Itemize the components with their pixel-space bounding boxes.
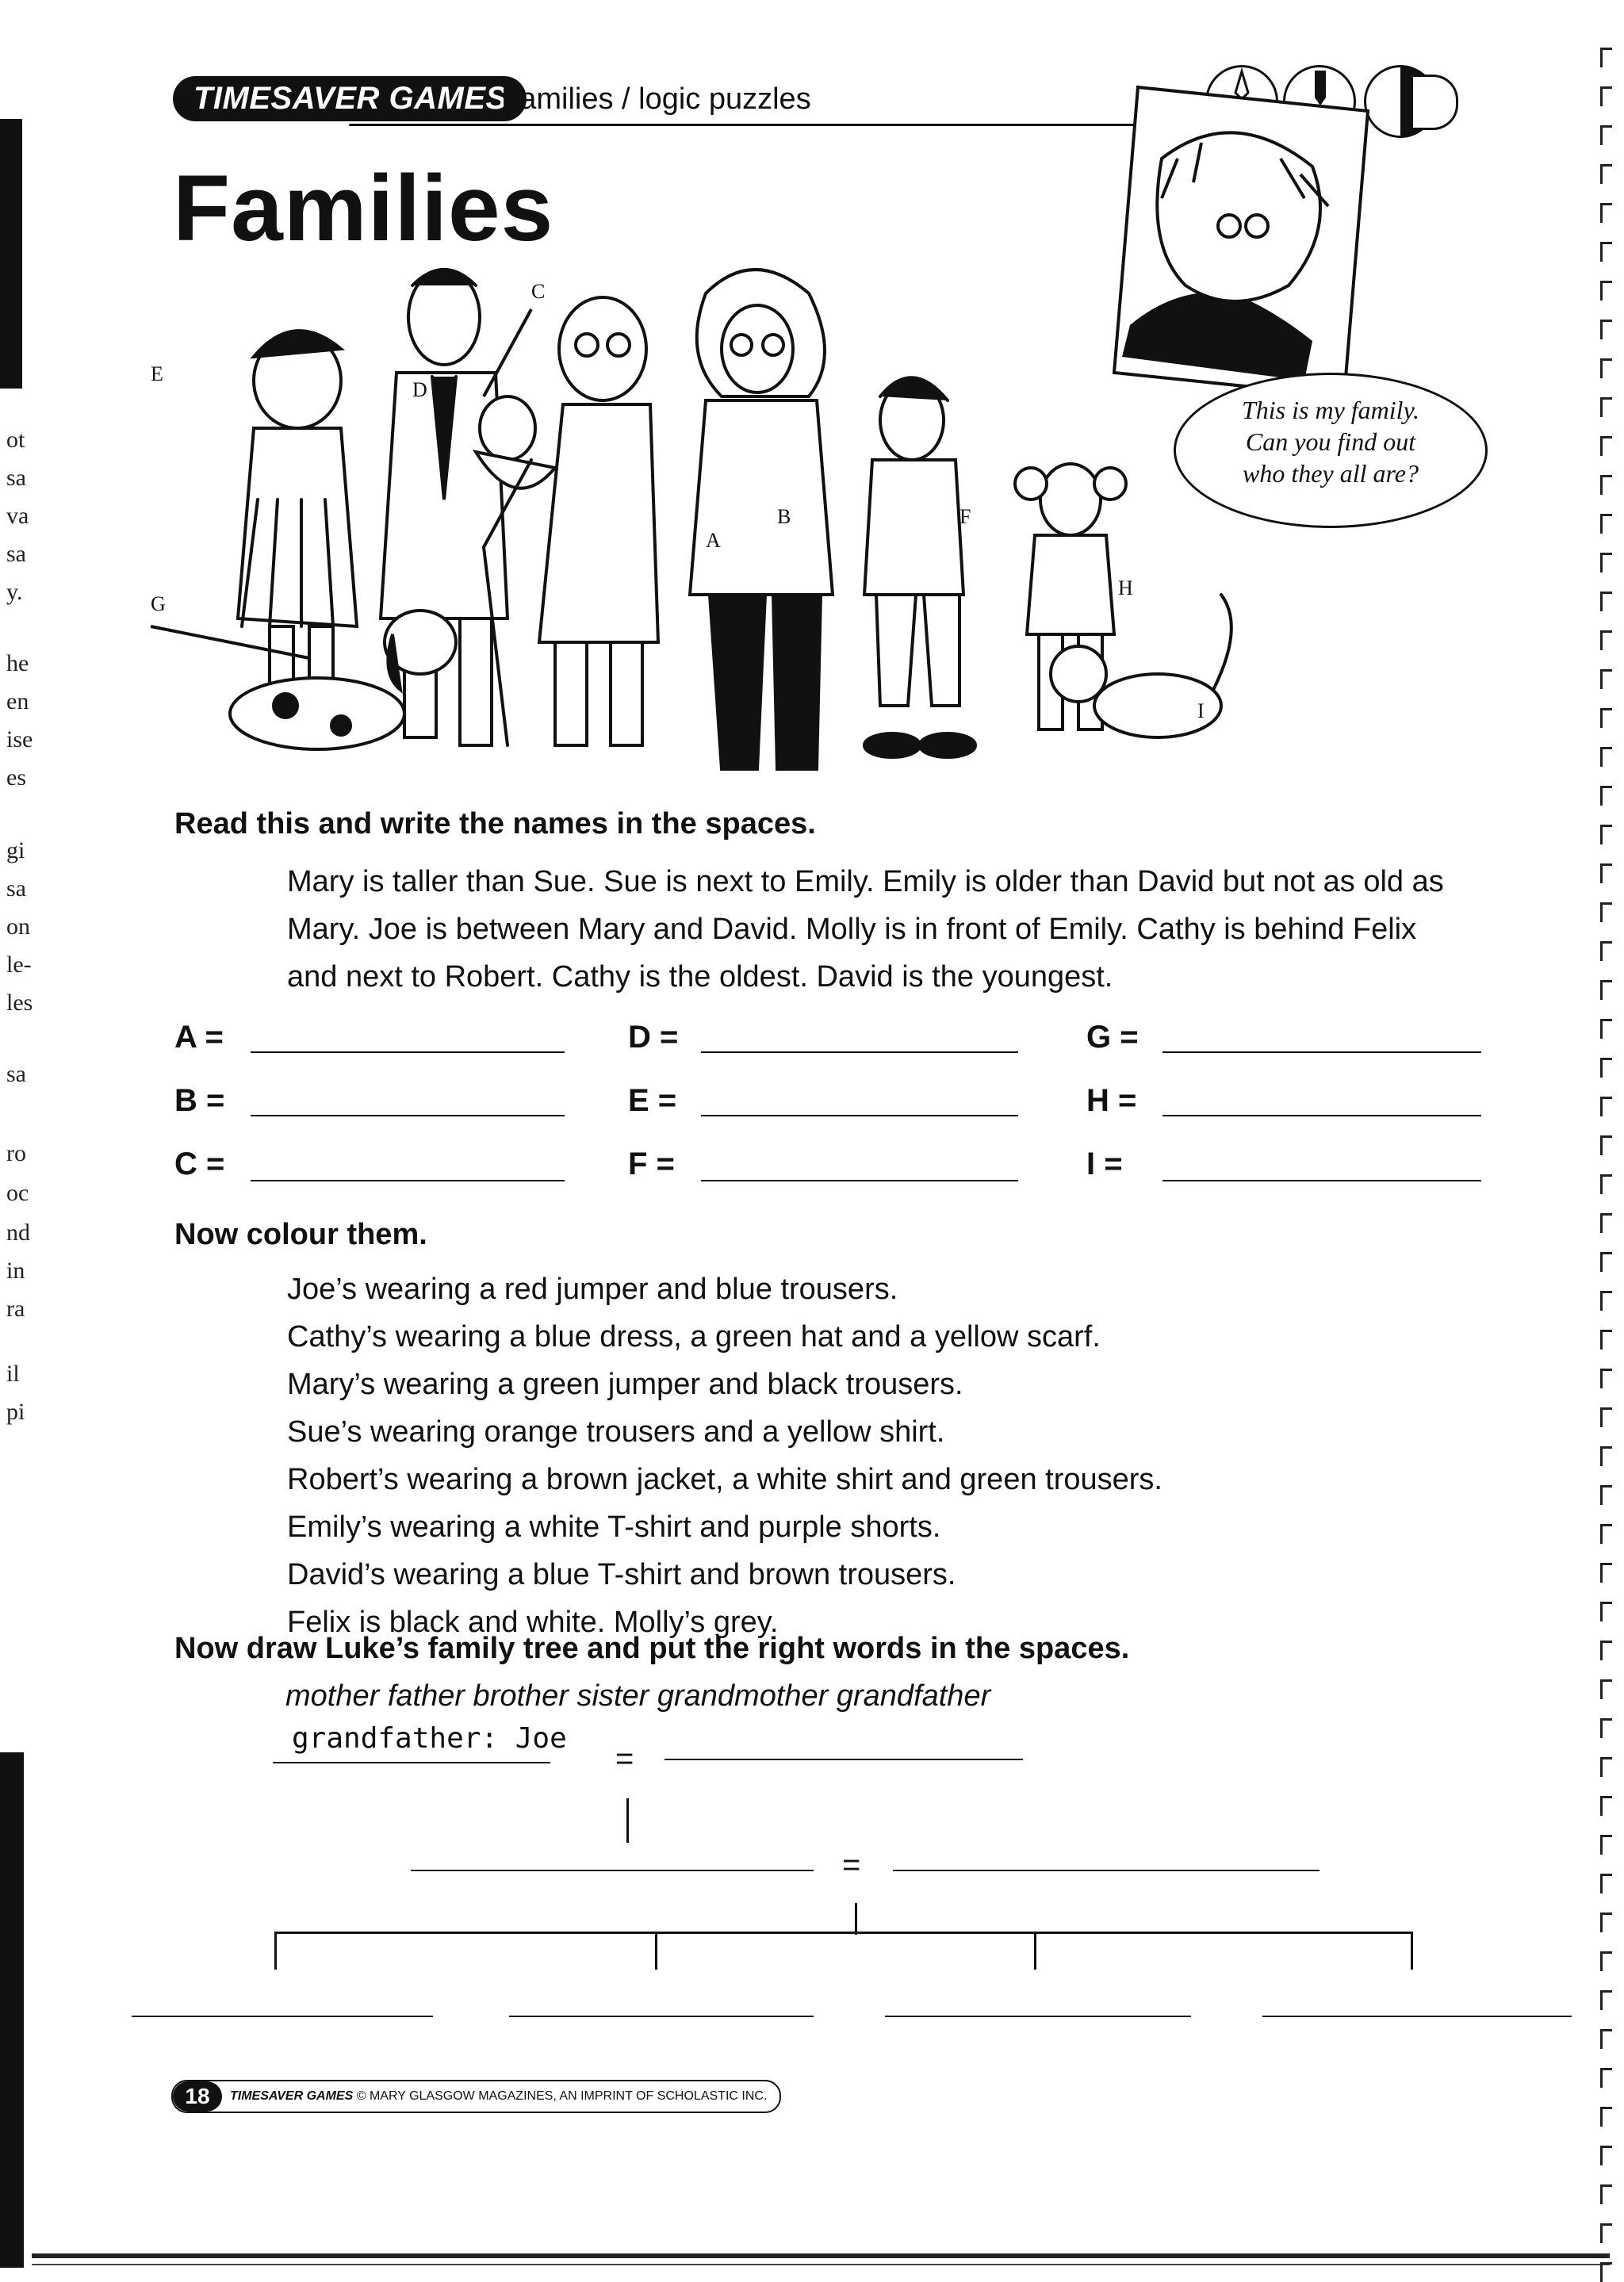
figure-father — [381, 270, 555, 745]
answer-label-b: B = — [174, 1083, 225, 1118]
label-a: A — [706, 529, 721, 552]
answer-label-f: F = — [628, 1147, 675, 1181]
scan-bottom-rule — [32, 2253, 1610, 2258]
binding-mark — [1600, 630, 1612, 650]
answer-line-i[interactable] — [1162, 1180, 1481, 1181]
binding-mark — [1600, 1679, 1612, 1699]
margin-fragment: gi — [6, 837, 25, 863]
footer-brand: TIMESAVER GAMES — [230, 2089, 354, 2103]
binding-mark — [1600, 1951, 1612, 1971]
margin-fragment: va — [6, 503, 29, 529]
binding-mark — [1600, 1874, 1612, 1893]
answer-label-i: I = — [1086, 1147, 1123, 1181]
binding-mark — [1600, 203, 1612, 223]
margin-fragment: in — [6, 1258, 25, 1284]
margin-fragment: he — [6, 650, 29, 676]
margin-fragment: y. — [6, 579, 23, 605]
answer-line-g[interactable] — [1162, 1051, 1481, 1053]
margin-fragment: on — [6, 913, 30, 940]
binding-mark — [1600, 1990, 1612, 2010]
page-number: 18 — [173, 2081, 222, 2112]
binding-mark — [1600, 747, 1612, 767]
binding-mark — [1600, 1407, 1612, 1427]
binding-mark — [1600, 2107, 1612, 2127]
answer-line-a[interactable] — [251, 1051, 565, 1053]
colour-line: Emily’s wearing a white T-shirt and purple shorts. — [287, 1510, 941, 1544]
binding-mark — [1600, 1757, 1612, 1777]
answer-label-c: C = — [174, 1147, 225, 1181]
binding-mark — [1600, 708, 1612, 728]
margin-fragment: ra — [6, 1296, 25, 1322]
binding-mark — [1600, 86, 1612, 106]
margin-fragment: ise — [6, 726, 33, 752]
colour-line: Joe’s wearing a red jumper and blue trousers. — [287, 1273, 898, 1306]
answer-label-g: G = — [1086, 1020, 1139, 1055]
label-e: E — [151, 362, 163, 385]
binding-mark — [1600, 2184, 1612, 2204]
binding-mark — [1600, 1913, 1612, 1932]
binding-mark — [1600, 436, 1612, 456]
answer-label-a: A = — [174, 1020, 224, 1055]
binding-mark — [1600, 1563, 1612, 1583]
margin-fragment: es — [6, 764, 26, 791]
tree-drop — [1411, 1932, 1413, 1970]
timer-tab-icon — [1413, 75, 1458, 130]
margin-fragment: en — [6, 688, 29, 714]
binding-mark — [1600, 902, 1612, 922]
label-g: G — [151, 592, 166, 615]
tree-line-mother[interactable] — [893, 1870, 1320, 1871]
binding-mark — [1600, 1602, 1612, 1622]
clue-line: Mary. Joe is between Mary and David. Molly is in front of Emily. Cathy is behind Felix — [287, 913, 1417, 946]
colour-instructions — [287, 1265, 1162, 1646]
figure-boy — [864, 377, 975, 757]
binding-mark — [1600, 592, 1612, 611]
binding-mark — [1600, 553, 1612, 572]
section-heading-family-tree: Now draw Luke’s family tree and put the right words in the spaces. — [174, 1632, 1130, 1665]
tree-line-child-1[interactable] — [132, 2016, 433, 2017]
binding-mark — [1600, 941, 1612, 961]
family-illustration — [151, 262, 1308, 793]
margin-fragment: sa — [6, 465, 26, 491]
footer-copyright: © MARY GLASGOW MAGAZINES, AN IMPRINT OF SCHOLASTIC INC. — [356, 2089, 768, 2103]
scan-bottom-rule-thin — [32, 2264, 1610, 2265]
binding-mark — [1600, 863, 1612, 883]
answer-line-b[interactable] — [251, 1115, 565, 1116]
page-title: Families — [173, 156, 554, 261]
binding-mark — [1600, 2068, 1612, 2088]
bubble-line-2: Can you find out — [1245, 427, 1416, 456]
colour-line: Cathy’s wearing a blue dress, a green hat and a yellow scarf. — [287, 1320, 1101, 1354]
colour-line: Mary’s wearing a green jumper and black trousers. — [287, 1368, 963, 1401]
tree-line-child-3[interactable] — [885, 2016, 1191, 2017]
tree-line-child-4[interactable] — [1262, 2016, 1572, 2017]
margin-fragment: ro — [6, 1140, 26, 1166]
binding-mark — [1600, 1174, 1612, 1194]
tree-connector — [626, 1798, 629, 1843]
series-badge: TIMESAVER GAMES — [173, 76, 527, 121]
colour-line: David’s wearing a blue T-shirt and brown trousers. — [287, 1558, 956, 1591]
tree-line-child-2[interactable] — [509, 2016, 814, 2017]
binding-mark — [1600, 1796, 1612, 1816]
tree-equals-1: = — [615, 1741, 634, 1776]
answer-line-h[interactable] — [1162, 1115, 1481, 1116]
label-i: I — [1197, 699, 1205, 722]
answer-line-e[interactable] — [701, 1115, 1018, 1116]
bubble-line-1: This is my family. — [1241, 396, 1419, 424]
header-rule — [349, 124, 1158, 126]
binding-mark — [1600, 2262, 1612, 2282]
tree-connector — [855, 1903, 857, 1935]
binding-mark — [1600, 1252, 1612, 1272]
binding-mark — [1600, 980, 1612, 1000]
binding-mark — [1600, 1213, 1612, 1233]
margin-fragment: pi — [6, 1399, 25, 1425]
margin-fragment: il — [6, 1361, 20, 1387]
label-f: F — [959, 505, 971, 528]
binding-mark — [1600, 1446, 1612, 1466]
tree-equals-2: = — [842, 1847, 861, 1882]
margin-fragment: oc — [6, 1180, 29, 1206]
margin-fragment: nd — [6, 1219, 30, 1246]
tree-drop — [274, 1932, 277, 1970]
binding-marks-right — [1600, 48, 1614, 2236]
binding-mark — [1600, 825, 1612, 844]
binding-mark — [1600, 1718, 1612, 1738]
footer — [171, 2080, 781, 2113]
binding-mark — [1600, 1058, 1612, 1078]
binding-mark — [1600, 125, 1612, 145]
answer-label-h: H = — [1086, 1083, 1137, 1118]
binding-mark — [1600, 669, 1612, 689]
figure-grandmother — [238, 331, 357, 729]
footer-text — [230, 2081, 767, 2112]
binding-mark — [1600, 164, 1612, 184]
answer-label-d: D = — [628, 1020, 679, 1055]
binding-mark — [1600, 1835, 1612, 1855]
binding-mark — [1600, 281, 1612, 301]
binding-mark — [1600, 1369, 1612, 1388]
answer-line-c[interactable] — [251, 1180, 565, 1181]
scan-edge-left-bottom — [0, 1752, 24, 2268]
binding-mark — [1600, 1330, 1612, 1350]
margin-fragment: sa — [6, 541, 26, 567]
tree-sibling-bar — [274, 1932, 1413, 1934]
binding-mark — [1600, 1641, 1612, 1660]
figure-grandfather — [484, 297, 658, 745]
tree-drop — [655, 1932, 657, 1970]
binding-mark — [1600, 2223, 1612, 2243]
label-h: H — [1118, 576, 1133, 599]
answer-line-f[interactable] — [701, 1180, 1018, 1181]
margin-fragment: le- — [6, 951, 32, 978]
binding-mark — [1600, 1291, 1612, 1311]
clue-line: and next to Robert. Cathy is the oldest. David is the youngest. — [287, 960, 1113, 994]
margin-fragment: sa — [6, 1061, 26, 1087]
binding-mark — [1600, 1135, 1612, 1155]
word-bank: mother father brother sister grandmother grandfather — [285, 1679, 991, 1713]
binding-mark — [1600, 1524, 1612, 1544]
margin-fragment: les — [6, 990, 33, 1016]
answer-line-d[interactable] — [701, 1051, 1018, 1053]
binding-mark — [1600, 48, 1612, 67]
figure-mother — [690, 270, 833, 769]
binding-mark — [1600, 320, 1612, 339]
binding-mark — [1600, 1485, 1612, 1505]
answer-label-e: E = — [628, 1083, 677, 1118]
binding-mark — [1600, 2029, 1612, 2049]
binding-mark — [1600, 1019, 1612, 1039]
colour-line: Robert’s wearing a brown jacket, a white shirt and green trousers. — [287, 1463, 1162, 1496]
binding-mark — [1600, 475, 1612, 495]
tree-line-father[interactable] — [411, 1870, 814, 1871]
label-c: C — [531, 280, 546, 303]
example-answer: grandfather: Joe — [292, 1722, 567, 1755]
colour-line: Felix is black and white. Molly’s grey. — [287, 1606, 779, 1639]
header-subtitle: Families / logic puzzles — [501, 82, 811, 116]
binding-mark — [1600, 2146, 1612, 2165]
clue-line: Mary is taller than Sue. Sue is next to Emily. Emily is older than David but not as old as — [287, 865, 1444, 898]
section-heading-colour: Now colour them. — [174, 1218, 427, 1251]
tree-drop — [1034, 1932, 1036, 1970]
binding-mark — [1600, 397, 1612, 417]
section-heading-read: Read this and write the names in the spaces. — [174, 807, 816, 840]
scan-edge-left — [0, 119, 22, 389]
puzzle-clues — [287, 858, 1508, 1001]
binding-mark — [1600, 1097, 1612, 1116]
binding-mark — [1600, 242, 1612, 262]
binding-mark — [1600, 358, 1612, 378]
label-b: B — [777, 505, 791, 528]
binding-mark — [1600, 514, 1612, 534]
label-d: D — [412, 378, 427, 401]
margin-fragment: ot — [6, 427, 25, 453]
colour-line: Sue’s wearing orange trousers and a yellow shirt. — [287, 1415, 945, 1449]
tree-line-grandmother[interactable] — [665, 1759, 1023, 1760]
margin-fragment: sa — [6, 875, 26, 902]
binding-mark — [1600, 786, 1612, 806]
tree-line-grandfather[interactable] — [273, 1762, 550, 1763]
bubble-line-3: who they all are? — [1243, 459, 1419, 488]
